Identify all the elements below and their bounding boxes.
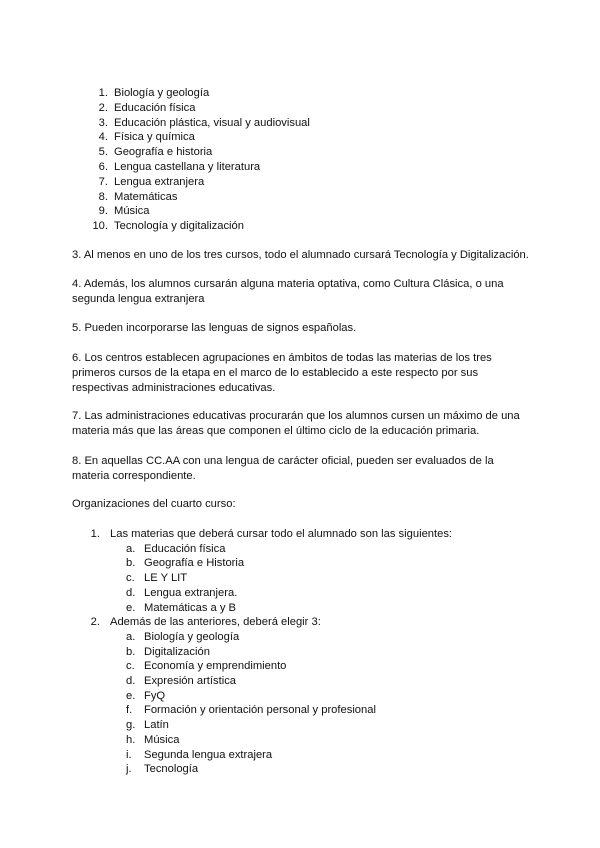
required-subjects-sublist <box>86 542 452 615</box>
sublist-item-text: LE Y LIT <box>144 572 188 585</box>
list-item <box>86 190 310 205</box>
list-item <box>86 145 310 160</box>
sublist-item-text: Música <box>144 733 180 746</box>
list-item <box>86 527 452 615</box>
sublist-item <box>126 630 452 645</box>
sublist-item-text: Expresión artística <box>144 675 237 688</box>
sublist-item <box>126 645 452 660</box>
sublist-item <box>126 586 452 601</box>
list-number: 4. <box>98 131 108 144</box>
list-item-text: Educación plástica, visual y audiovisual <box>114 116 310 129</box>
sublist-item-text: Lengua extranjera. <box>144 586 238 599</box>
list-item <box>86 130 310 145</box>
paragraph-5: 5. Pueden incorporarse las lenguas de signos españolas. <box>72 322 357 334</box>
list-number: 9. <box>98 205 108 218</box>
elective-subjects-sublist <box>86 630 452 777</box>
list-number: 6. <box>98 160 108 173</box>
list-item-text: Música <box>114 205 150 218</box>
sublist-item <box>126 689 452 704</box>
list-number: 7. <box>98 175 108 188</box>
list-number: 1. <box>98 87 108 99</box>
list-item <box>86 160 310 175</box>
sublist-item <box>126 674 452 689</box>
sublist-letter: e. <box>126 689 136 702</box>
sublist-item-text: Latín <box>144 719 169 732</box>
sublist-letter: i. <box>126 748 132 761</box>
sublist-item <box>126 556 452 571</box>
sublist-item-text: Digitalización <box>144 645 210 658</box>
sublist-letter: j. <box>126 763 132 776</box>
sublist-item <box>126 601 452 616</box>
paragraph-3: 3. Al menos en uno de los tres cursos, todo el alumnado cursará Tecnología y Digitalización. <box>72 249 529 261</box>
sublist-item <box>126 718 452 733</box>
sublist-item <box>126 733 452 748</box>
sublist-item-text: Geografía e Historia <box>144 557 245 570</box>
sublist-item-text: Economía y emprendimiento <box>144 660 287 673</box>
list-number: 8. <box>98 190 108 203</box>
list-item-text: Tecnología y digitalización <box>114 220 244 233</box>
fourth-course-list <box>86 527 452 777</box>
sublist-item <box>126 659 452 674</box>
sublist-letter: g. <box>126 719 136 732</box>
sublist-letter: d. <box>126 675 136 688</box>
sublist-letter: b. <box>126 645 136 658</box>
sublist-letter: e. <box>126 601 136 614</box>
list-number: 2. <box>90 616 100 629</box>
sublist-letter: f. <box>126 704 133 717</box>
sublist-letter: c. <box>126 572 135 585</box>
list-item <box>86 86 310 101</box>
sublist-item <box>126 571 452 586</box>
sublist-letter: a. <box>126 631 136 644</box>
sublist-item-text: Segunda lengua extrajera <box>144 748 273 761</box>
list-item <box>86 175 310 190</box>
list-item <box>86 101 310 116</box>
sublist-item <box>126 542 452 557</box>
list-number: 1. <box>90 528 100 540</box>
list-item <box>86 615 452 777</box>
paragraph-8: 8. En aquellas CC.AA con una lengua de carácter oficial, pueden ser evaluados de la materia correspondiente. <box>72 455 494 482</box>
subjects-list <box>86 86 310 234</box>
sublist-letter: c. <box>126 660 135 673</box>
list-item-text: Geografía e historia <box>114 146 213 159</box>
sublist-letter: d. <box>126 586 136 599</box>
list-number: 5. <box>98 146 108 159</box>
list-number: 3. <box>98 116 108 129</box>
list-item-text: Además de las anteriores, deberá elegir 3: <box>110 616 321 629</box>
list-number: 10. <box>92 220 108 233</box>
list-item <box>86 219 310 234</box>
list-item-text: Biología y geología <box>114 87 210 99</box>
list-item-text: Lengua castellana y literatura <box>114 160 261 173</box>
paragraph-4: 4. Además, los alumnos cursarán alguna materia optativa, como Cultura Clásica, o una segunda lengua extranjera <box>72 278 504 305</box>
list-item-text: Educación física <box>114 101 196 114</box>
sublist-item-text: Biología y geología <box>144 631 240 644</box>
list-item-text: Matemáticas <box>114 190 178 203</box>
sublist-letter: b. <box>126 557 136 570</box>
list-item <box>86 204 310 219</box>
list-item <box>86 116 310 131</box>
paragraph-6: 6. Los centros establecen agrupaciones en ámbitos de todas las materias de los tres primeros cursos de la etapa en el marco de lo establecido a este respecto por sus respectivas administraciones educativas. <box>72 352 492 394</box>
sublist-letter: a. <box>126 542 136 555</box>
sublist-item <box>126 703 452 718</box>
sublist-item <box>126 748 452 763</box>
sublist-item-text: Educación física <box>144 542 226 555</box>
sublist-item <box>126 762 452 777</box>
sublist-item-text: Tecnología <box>144 763 199 776</box>
paragraph-7: 7. Las administraciones educativas procurarán que los alumnos cursen un máximo de una materia más que las áreas que componen el último ciclo de la educación primaria. <box>72 410 520 437</box>
list-item-text: Física y química <box>114 131 195 144</box>
list-number: 2. <box>98 101 108 114</box>
sublist-item-text: Formación y orientación personal y profesional <box>144 704 376 717</box>
fourth-course-heading: Organizaciones del cuarto curso: <box>72 498 236 510</box>
sublist-item-text: Matemáticas a y B <box>144 601 237 614</box>
sublist-letter: h. <box>126 733 136 746</box>
sublist-item-text: FyQ <box>144 689 166 702</box>
list-item-text: Lengua extranjera <box>114 175 205 188</box>
list-item-text: Las materias que deberá cursar todo el alumnado son las siguientes: <box>110 528 453 540</box>
